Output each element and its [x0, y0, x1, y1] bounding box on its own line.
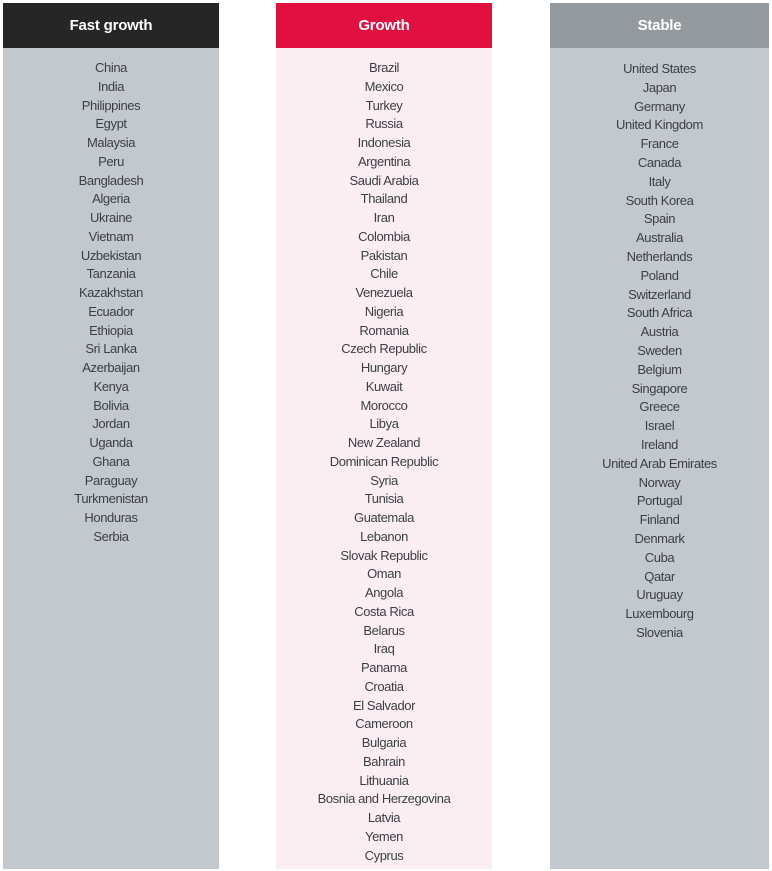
country-item: Honduras	[84, 510, 138, 525]
country-item: Cyprus	[364, 847, 404, 863]
country-item: Libya	[369, 416, 399, 432]
country-item: Romania	[359, 322, 409, 338]
country-item: Paraguay	[84, 472, 138, 488]
country-item: Bulgaria	[361, 735, 407, 750]
country-item: Tanzania	[86, 266, 136, 282]
country-item: Chile	[370, 266, 398, 282]
country-item: Cameroon	[355, 716, 413, 732]
country-item: United Kingdom	[616, 117, 703, 133]
country-item: Japan	[642, 79, 677, 95]
country-item: South Africa	[626, 305, 693, 321]
column-list-fast-growth	[3, 48, 219, 869]
country-item: Bangladesh	[78, 172, 144, 188]
country-item: Austria	[640, 324, 679, 340]
country-item: Belgium	[637, 361, 682, 377]
country-item: El Salvador	[352, 697, 416, 713]
country-item: Syria	[370, 472, 398, 488]
country-item: Finland	[639, 512, 680, 528]
country-item: Serbia	[93, 528, 129, 544]
country-item: Germany	[634, 98, 685, 114]
country-item: Argentina	[357, 153, 411, 169]
country-item: Russia	[365, 116, 403, 132]
country-item: India	[97, 78, 125, 94]
country-item: Venezuela	[355, 285, 413, 300]
country-item: Poland	[640, 267, 679, 283]
country-item: Australia	[636, 230, 683, 246]
country-item: Guatemala	[354, 510, 414, 525]
country-item: Kuwait	[365, 378, 403, 394]
country-item: Saudi Arabia	[349, 172, 419, 188]
country-item: Norway	[638, 474, 681, 490]
country-item: Nigeria	[364, 303, 404, 319]
country-item: Sri Lanka	[85, 341, 137, 357]
country-item: Canada	[637, 154, 682, 170]
country-item: Ghana	[92, 453, 130, 469]
country-item: Uzbekistan	[80, 247, 142, 263]
country-item: Israel	[644, 418, 675, 434]
country-item: United Arab Emirates	[602, 455, 717, 471]
country-item: Belarus	[363, 622, 405, 638]
country-item: Colombia	[358, 228, 410, 244]
country-item: Thailand	[360, 191, 408, 207]
country-item: Sweden	[637, 342, 682, 358]
country-item: Jordan	[92, 416, 130, 432]
country-item: Italy	[648, 173, 671, 189]
country-item: Indonesia	[357, 135, 411, 150]
country-item: New Zealand	[347, 435, 421, 450]
country-item: Cuba	[644, 549, 675, 565]
country-item: Malaysia	[86, 135, 136, 150]
country-item: South Korea	[625, 192, 694, 208]
country-item: United States	[623, 61, 696, 76]
country-item: Slovak Republic	[340, 547, 428, 563]
country-item: Tunisia	[364, 491, 404, 507]
country-item: Peru	[98, 153, 124, 169]
column-header-growth: Growth	[276, 3, 492, 48]
country-item: Switzerland	[628, 286, 691, 302]
country-item: Brazil	[368, 60, 400, 75]
country-item: Mexico	[364, 78, 404, 94]
column-header-fast-growth: Fast growth	[3, 3, 219, 48]
column-growth	[276, 3, 492, 869]
country-item: Iraq	[373, 641, 395, 657]
country-item: Angola	[364, 585, 404, 600]
country-item: Ireland	[641, 436, 678, 452]
country-item: Vietnam	[88, 228, 134, 244]
country-item: Azerbaijan	[82, 360, 140, 375]
country-item: Yemen	[365, 828, 403, 844]
column-list-growth	[276, 48, 492, 869]
country-item: Kenya	[93, 378, 129, 394]
country-item: Egypt	[95, 116, 127, 132]
column-fast-growth	[3, 3, 219, 869]
country-item: Uganda	[89, 435, 133, 450]
country-item: Singapore	[631, 380, 688, 396]
country-item: Lebanon	[360, 528, 408, 544]
column-stable	[550, 3, 769, 869]
country-item: Portugal	[636, 493, 683, 509]
country-item: Dominican Republic	[329, 453, 439, 469]
country-item: Latvia	[367, 810, 401, 825]
country-item: Philippines	[81, 97, 141, 113]
country-item: Greece	[639, 399, 680, 415]
country-item: Luxembourg	[625, 606, 694, 622]
country-item: Uruguay	[636, 587, 683, 603]
country-item: Pakistan	[360, 247, 408, 263]
country-item: Ethiopia	[89, 322, 133, 338]
country-item: Denmark	[634, 530, 685, 546]
country-item: Morocco	[360, 397, 408, 413]
country-item: Ukraine	[90, 210, 132, 225]
country-item: Turkey	[365, 97, 403, 113]
country-item: Kazakhstan	[79, 285, 143, 300]
country-item: Lithuania	[359, 772, 409, 788]
country-item: Netherlands	[626, 248, 693, 264]
country-item: Qatar	[644, 568, 675, 584]
country-item: Bolivia	[93, 397, 129, 413]
country-item: Costa Rica	[354, 603, 414, 619]
country-item: Croatia	[364, 678, 404, 694]
country-item: Spain	[643, 211, 676, 227]
country-item: Turkmenistan	[74, 491, 148, 507]
column-header-stable: Stable	[550, 3, 769, 48]
country-item: Iran	[373, 210, 395, 225]
country-item: Bosnia and Herzegovina	[317, 791, 451, 807]
country-item: Panama	[360, 660, 408, 675]
country-item: Hungary	[360, 360, 408, 375]
country-item: Algeria	[92, 191, 130, 207]
country-item: France	[640, 136, 679, 152]
country-item: Slovenia	[636, 624, 683, 640]
country-item: China	[95, 60, 127, 75]
country-item: Bahrain	[362, 753, 405, 769]
country-item: Ecuador	[88, 303, 134, 319]
country-item: Oman	[367, 566, 401, 582]
country-item: Czech Republic	[341, 341, 427, 357]
column-list-stable	[550, 48, 769, 869]
